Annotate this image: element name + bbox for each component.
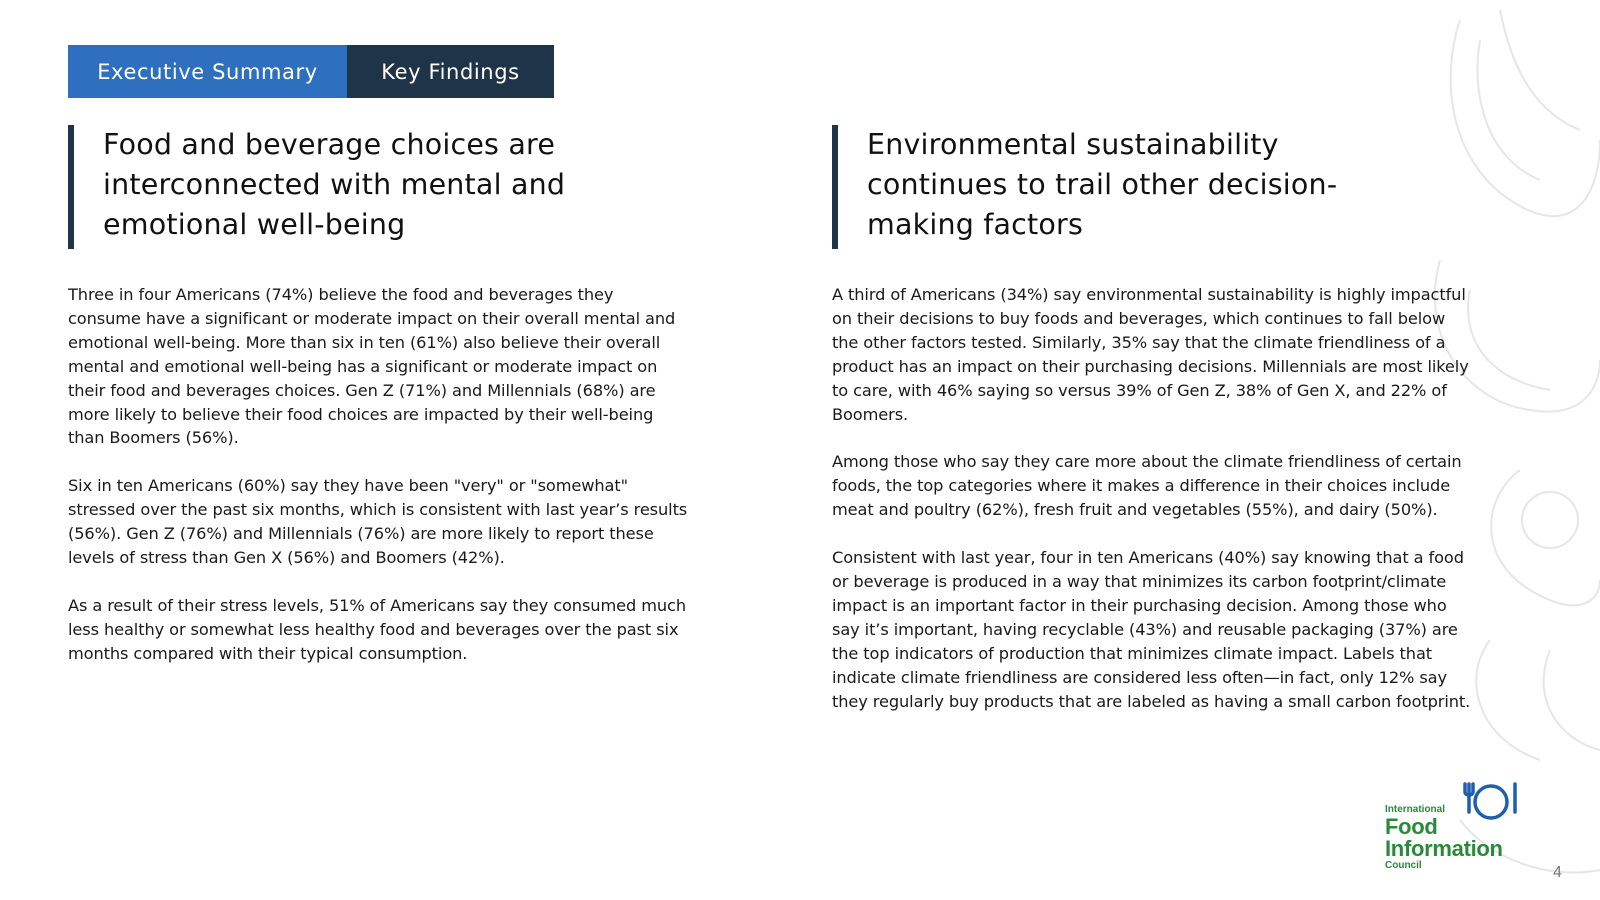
logo-line-information: Information [1385, 836, 1503, 861]
right-column [832, 125, 1472, 738]
tab-key-findings[interactable]: Key Findings [347, 45, 554, 98]
page-number: 4 [1553, 864, 1562, 881]
left-heading: Food and beverage choices are interconnected with mental and emotional well-being [103, 128, 566, 241]
right-paragraph: Consistent with last year, four in ten Americans (40%) say knowing that a food or beverage is produced in a way that minimizes its carbon footprint/climate impact is an important factor in their purchasing decision. Among those who say it’s important, having recyclable (43%) and reusable packaging (37%) are the top indicators of production that minimizes climate impact. Labels that indicate climate friendliness are considered less often—in fact, only 12% say they regularly buy products that are labeled as having a small carbon footprint. [832, 548, 1471, 711]
logo-line-international: International [1385, 804, 1446, 815]
logo-line-food: Food [1385, 814, 1438, 839]
left-column [68, 125, 688, 690]
right-heading-block [832, 125, 1472, 249]
right-paragraph: A third of Americans (34%) say environmental sustainability is highly impactful on their decisions to buy foods and beverages, which continues to fall below the other factors tested. Similarly, 35% say that the climate friendliness of a product has an impact on their purchasing decisions. Millennials are most likely to care, with 46% saying so versus 39% of Gen Z, 38% of Gen X, and 22% of Boomers. [832, 285, 1469, 424]
tab-executive-summary[interactable]: Executive Summary [68, 45, 347, 98]
left-heading-block [68, 125, 688, 249]
section-tabs [68, 45, 554, 98]
ific-logo [1385, 782, 1535, 872]
right-heading: Environmental sustainability continues to trail other decision-making factors [867, 128, 1338, 241]
left-paragraph: Six in ten Americans (60%) say they have been "very" or "somewhat" stressed over the past six months, which is consistent with last year’s results (56%). Gen Z (76%) and Millennials (76%) are more likely to report these levels of stress than Gen X (56%) and Boomers (42%). [68, 476, 688, 568]
right-body [832, 283, 1472, 714]
logo-line-council: Council [1385, 860, 1422, 871]
plate-fork-knife-icon [1461, 782, 1521, 826]
right-paragraph: Among those who say they care more about the climate friendliness of certain foods, the top categories where it makes a difference in their choices include meat and poultry (62%), fresh fruit and vegetables (55%), and dairy (50%). [832, 452, 1462, 520]
left-body [68, 283, 688, 666]
left-paragraph: As a result of their stress levels, 51% of Americans say they consumed much less healthy or somewhat less healthy food and beverages over the past six months compared with their typical consumption. [68, 595, 686, 663]
left-paragraph: Three in four Americans (74%) believe the food and beverages they consume have a significant or moderate impact on their overall mental and emotional well-being. More than six in ten (61%) also believe their overall mental and emotional well-being has a significant or moderate impact on their food and beverages choices. Gen Z (71%) and Millennials (68%) are more likely to believe their food choices are impacted by their well-being than Boomers (56%). [68, 285, 676, 448]
